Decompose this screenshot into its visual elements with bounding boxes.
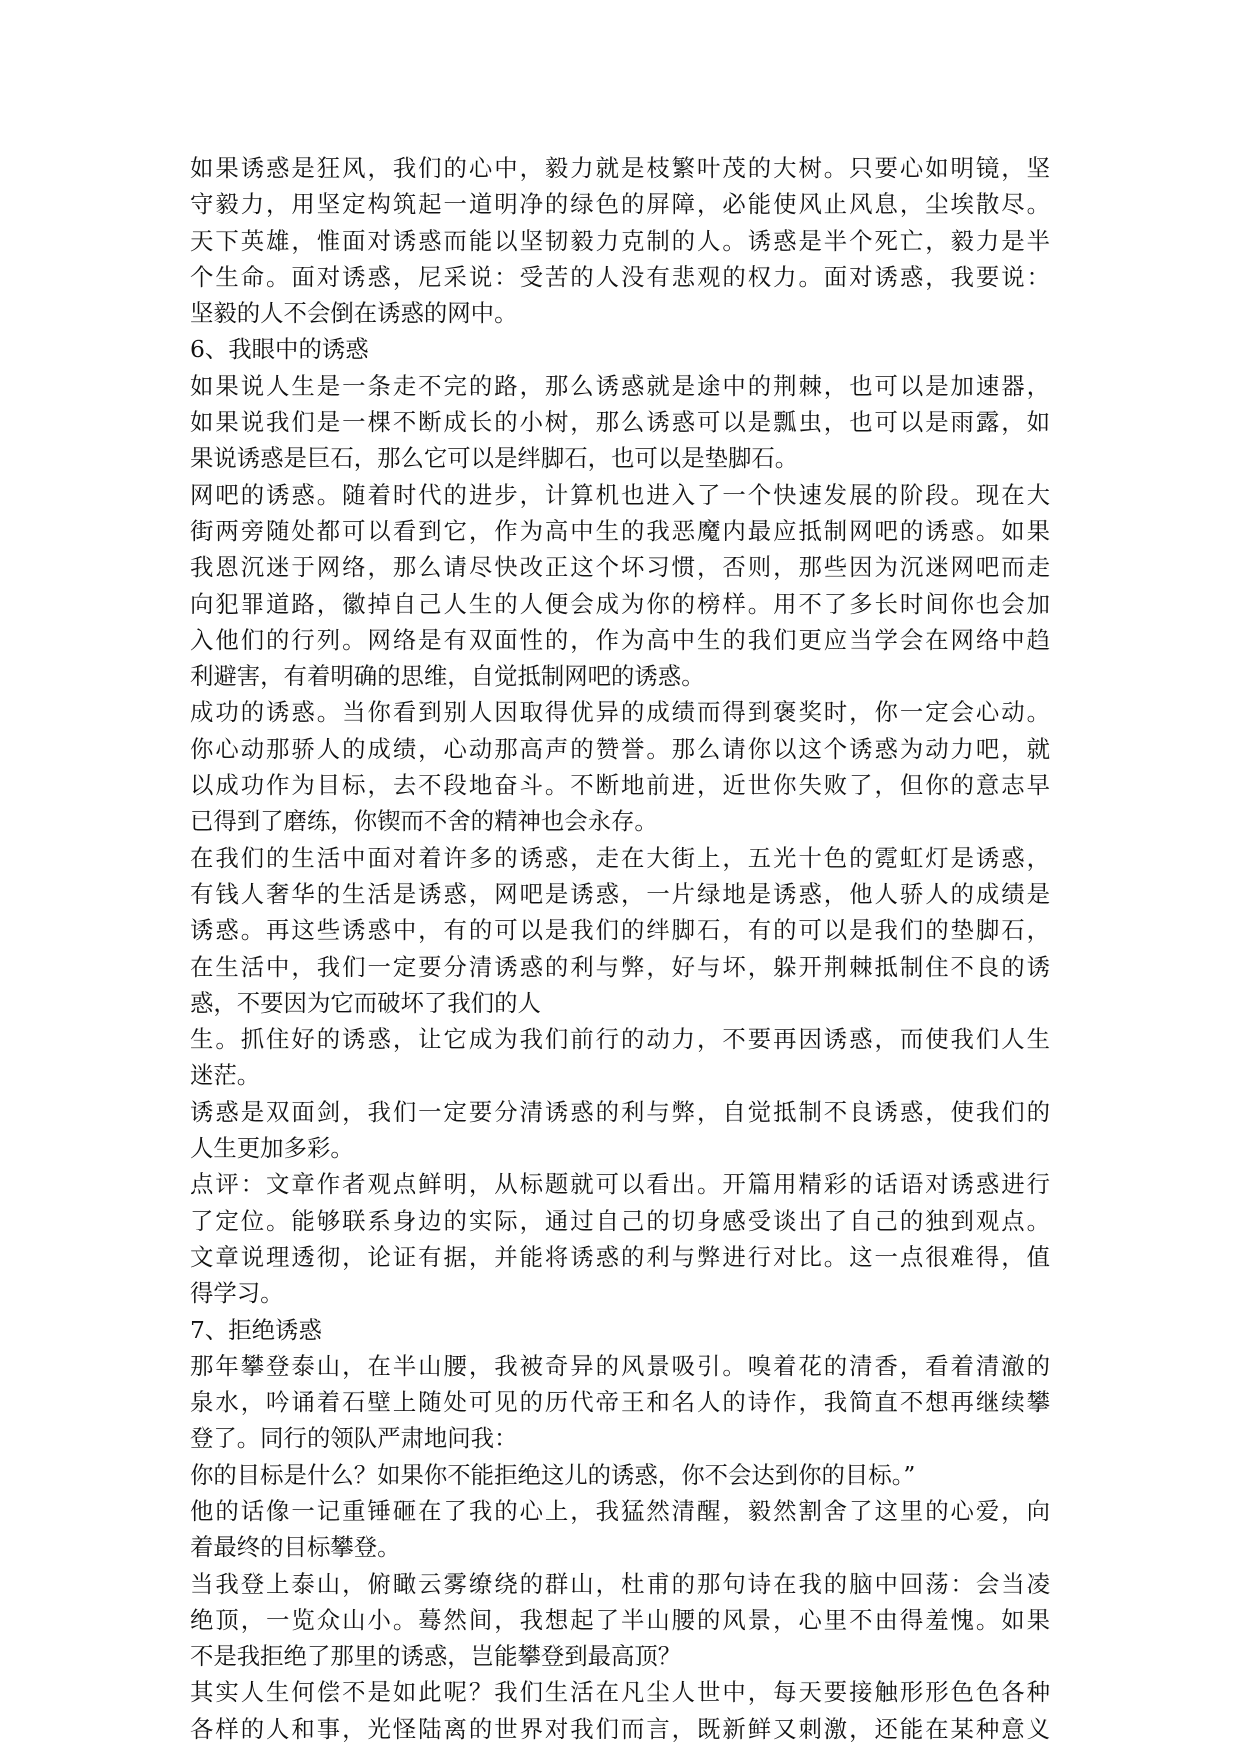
text-line: 各样的人和事，光怪陆离的世界对我们而言，既新鲜又刺激，还能在某种意义 [190, 1714, 1050, 1743]
text-line: 在我们的生活中面对着许多的诱惑，走在大街上，五光十色的霓虹灯是诱惑， [190, 843, 1050, 872]
text-line: 入他们的行列。网络是有双面性的，作为高中生的我们更应当学会在网络中趋 [190, 625, 1050, 654]
text-line: 如果说我们是一棵不断成长的小树，那么诱惑可以是瓢虫，也可以是雨露，如 [190, 408, 1050, 437]
text-line: 你心动那骄人的成绩，心动那高声的赞誉。那么请你以这个诱惑为动力吧，就 [190, 734, 1050, 763]
text-line: 天下英雄，惟面对诱惑而能以坚韧毅力克制的人。诱惑是半个死亡，毅力是半 [190, 226, 1050, 255]
text-line: 有钱人奢华的生活是诱惑，网吧是诱惑，一片绿地是诱惑，他人骄人的成绩是 [190, 879, 1050, 908]
text-line: 利避害，有着明确的思维，自觉抵制网吧的诱惑。 [190, 662, 705, 691]
text-line: 迷茫。 [190, 1061, 261, 1090]
text-line: 点评：文章作者观点鲜明，从标题就可以看出。开篇用精彩的话语对诱惑进行 [190, 1170, 1050, 1199]
text-line: 当我登上泰山，俯瞰云雾缭绕的群山，杜甫的那句诗在我的脑中回荡：会当凌 [190, 1569, 1050, 1598]
text-line: 得学习。 [190, 1279, 284, 1308]
document-body [190, 150, 1050, 1747]
text-line: 我恩沉迷于网络，那么请尽快改正这个坏习惯，否则，那些因为沉迷网吧而走 [190, 553, 1050, 582]
text-line: 在生活中，我们一定要分清诱惑的利与弊，好与坏，躲开荆棘抵制住不良的诱 [190, 952, 1050, 981]
text-line: 他的话像一记重锤砸在了我的心上，我猛然清醒，毅然割舍了这里的心爱，向 [190, 1496, 1050, 1525]
text-line: 文章说理透彻，论证有据，并能将诱惑的利与弊进行对比。这一点很难得，值 [190, 1242, 1050, 1271]
text-line: 诱惑。再这些诱惑中，有的可以是我们的绊脚石，有的可以是我们的垫脚石， [190, 916, 1050, 945]
text-line: 向犯罪道路，徽掉自己人生的人便会成为你的榜样。用不了多长时间你也会加 [190, 589, 1050, 618]
text-line: 了定位。能够联系身边的实际，通过自己的切身感受谈出了自己的独到观点。 [190, 1206, 1050, 1235]
text-line: 登了。同行的领队严肃地问我： [190, 1424, 518, 1453]
text-line: 人生更加多彩。 [190, 1134, 354, 1163]
text-line: 街两旁随处都可以看到它，作为高中生的我恶魔内最应抵制网吧的诱惑。如果 [190, 516, 1050, 545]
text-line: 泉水，吟诵着石壁上随处可见的历代帝王和名人的诗作，我简直不想再继续攀 [190, 1388, 1050, 1417]
text-line: 成功的诱惑。当你看到别人因取得优异的成绩而得到褒奖时，你一定会心动。 [190, 698, 1050, 727]
text-line: 以成功作为目标，去不段地奋斗。不断地前进，近世你失败了，但你的意志早 [190, 771, 1050, 800]
text-line: 不是我拒绝了那里的诱惑，岂能攀登到最高顶？ [190, 1642, 682, 1671]
text-line: 坚毅的人不会倒在诱惑的网中。 [190, 299, 518, 328]
text-line: 其实人生何偿不是如此呢？我们生活在凡尘人世中，每天要接触形形色色各种 [190, 1678, 1050, 1707]
text-line: 7、拒绝诱惑 [190, 1315, 322, 1344]
text-line: 生。抓住好的诱惑，让它成为我们前行的动力，不要再因诱惑，而使我们人生 [190, 1025, 1050, 1054]
text-line: 绝顶，一览众山小。蓦然间，我想起了半山腰的风景，心里不由得羞愧。如果 [190, 1605, 1050, 1634]
text-line: 着最终的目标攀登。 [190, 1533, 401, 1562]
text-line: 惑，不要因为它而破坏了我们的人 [190, 988, 541, 1017]
text-line: 如果诱惑是狂风，我们的心中，毅力就是枝繁叶茂的大树。只要心如明镜，坚 [190, 154, 1050, 182]
text-line: 如果说人生是一条走不完的路，那么诱惑就是途中的荆棘，也可以是加速器， [190, 371, 1050, 400]
text-line: 诱惑是双面剑，我们一定要分清诱惑的利与弊，自觉抵制不良诱惑，使我们的 [190, 1097, 1050, 1126]
text-line: 那年攀登泰山，在半山腰，我被奇异的风景吸引。嗅着花的清香，看着清澈的 [190, 1351, 1050, 1380]
text-line: 个生命。面对诱惑，尼采说：受苦的人没有悲观的权力。面对诱惑，我要说： [190, 262, 1050, 291]
text-line: 网吧的诱惑。随着时代的进步，计算机也进入了一个快速发展的阶段。现在大 [190, 480, 1050, 509]
text-line: 你的目标是什么？如果你不能拒绝这儿的诱惑，你不会达到你的目标。” [190, 1460, 916, 1489]
text-line: 6、我眼中的诱惑 [190, 335, 369, 364]
text-line: 守毅力，用坚定构筑起一道明净的绿色的屏障，必能使风止风息，尘埃散尽。 [190, 190, 1050, 219]
text-line: 已得到了磨练，你锲而不舍的精神也会永存。 [190, 807, 658, 836]
text-line: 果说诱惑是巨石，那么它可以是绊脚石，也可以是垫脚石。 [190, 444, 799, 473]
